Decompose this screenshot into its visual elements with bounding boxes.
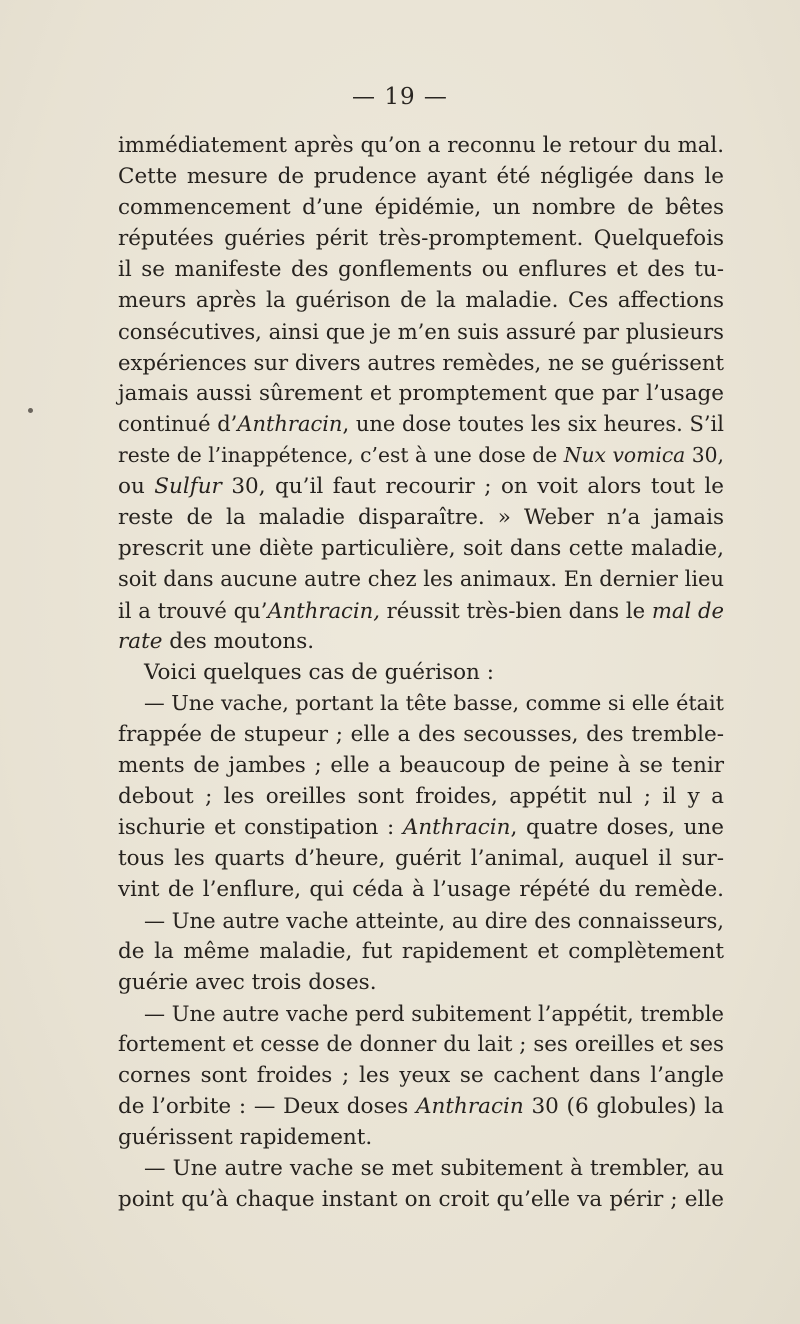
text-line: [118, 967, 724, 998]
text-line: [118, 657, 724, 688]
text-segment: — Une autre vache perd subitement l’appétit, tremble: [144, 1001, 724, 1026]
italic-term: Sulfur: [154, 474, 222, 499]
text-segment: ments de jambes ; elle a beaucoup de peine à se tenir: [118, 753, 724, 778]
text-line: [118, 843, 724, 874]
text-segment: reste de l’inappétence, c’est à une dose de: [118, 443, 564, 467]
text-segment: immédiatement après qu’on a reconnu le retour du mal.: [118, 133, 724, 158]
text-line: [118, 1184, 724, 1215]
text-line: [118, 688, 724, 719]
text-line: [118, 471, 724, 502]
text-line: [118, 936, 724, 967]
text-segment: guérie avec trois doses.: [118, 970, 377, 995]
text-segment: il se manifeste des gonflements ou enflures et des tu-: [118, 257, 724, 282]
text-line: [118, 254, 724, 285]
text-segment: — Une autre vache se met subitement à trembler, au: [144, 1156, 724, 1181]
text-segment: — Une autre vache atteinte, au dire des connaisseurs,: [144, 908, 724, 933]
text-line: [118, 874, 724, 905]
text-segment: debout ; les oreilles sont froides, appétit nul ; il y a: [118, 784, 724, 809]
text-line: [118, 998, 724, 1029]
text-line: [118, 347, 724, 378]
text-line: [118, 378, 724, 409]
text-segment: prescrit une diète particulière, soit dans cette maladie,: [118, 536, 724, 561]
margin-speck: [28, 408, 33, 413]
text-segment: réputées guéries périt très-promptement. Quelquefois: [118, 226, 724, 251]
italic-term: mal de: [651, 598, 724, 623]
italic-term: Nux vomica: [563, 443, 686, 467]
text-line: [118, 316, 724, 347]
text-segment: reste de la maladie disparaître. » Weber n’a jamais: [118, 505, 724, 530]
text-segment: guérissent rapidement.: [118, 1125, 373, 1150]
text-line: [118, 595, 724, 626]
text-line: [118, 781, 724, 812]
italic-term: rate: [118, 629, 163, 654]
text-segment: de l’orbite : — Deux doses: [118, 1094, 416, 1119]
text-line: [118, 905, 724, 936]
text-segment: Cette mesure de prudence ayant été négligée dans le: [118, 164, 724, 189]
text-line: [118, 1029, 724, 1060]
text-segment: point qu’à chaque instant on croit qu’elle va périr ; elle: [118, 1187, 724, 1212]
text-line: [118, 626, 724, 657]
text-line: [118, 440, 724, 471]
text-segment: vint de l’enflure, qui céda à l’usage répété du remède.: [118, 877, 724, 902]
text-segment: consécutives, ainsi que je m’en suis assuré par plusieurs: [118, 319, 724, 344]
text-segment: ischurie et constipation :: [118, 815, 403, 840]
text-segment: commencement d’une épidémie, un nombre de bêtes: [118, 195, 724, 220]
italic-term: Anthracin: [416, 1094, 524, 1119]
text-segment: 30, qu’il faut recourir ; on voit alors tout le: [221, 474, 724, 499]
text-line: [118, 409, 724, 440]
body-text: [118, 130, 724, 1215]
text-line: [118, 192, 724, 223]
text-line: [118, 750, 724, 781]
text-segment: cornes sont froides ; les yeux se cachent dans l’angle: [118, 1063, 724, 1088]
text-line: [118, 161, 724, 192]
text-line: [118, 564, 724, 595]
text-line: [118, 1060, 724, 1091]
text-segment: jamais aussi sûrement et promptement que par l’usage: [118, 381, 724, 406]
text-segment: , quatre doses, une: [510, 815, 724, 840]
text-segment: il a trouvé qu’: [118, 598, 268, 623]
italic-term: Anthracin: [402, 815, 511, 840]
text-segment: meurs après la guérison de la maladie. Ces affections: [118, 288, 724, 313]
text-line: [118, 533, 724, 564]
text-line: [118, 502, 724, 533]
text-line: [118, 1153, 724, 1184]
text-line: [118, 1091, 724, 1122]
text-segment: réussit très-bien dans le: [379, 598, 652, 623]
italic-term: Anthracin,: [267, 598, 380, 623]
text-segment: soit dans aucune autre chez les animaux. En dernier lieu: [118, 567, 724, 591]
text-line: [118, 1122, 724, 1153]
page-number: — 19 —: [352, 84, 448, 110]
text-segment: expériences sur divers autres remèdes, ne se guérissent: [118, 350, 724, 375]
text-line: [118, 285, 724, 316]
text-segment: ou: [118, 474, 155, 499]
text-segment: Voici quelques cas de guérison :: [144, 660, 494, 685]
text-line: [118, 812, 724, 843]
text-segment: tous les quarts d’heure, guérit l’animal, auquel il sur-: [118, 846, 724, 871]
text-segment: , une dose toutes les six heures. S’il: [342, 412, 724, 436]
text-segment: 30,: [685, 443, 725, 467]
text-segment: 30 (6 globules) la: [523, 1094, 724, 1119]
text-segment: — Une vache, portant la tête basse, comme si elle était: [144, 691, 724, 715]
text-segment: continué d’: [118, 412, 238, 436]
italic-term: Anthracin: [237, 412, 343, 436]
text-segment: frappée de stupeur ; elle a des secousses, des tremble-: [118, 722, 724, 747]
text-line: [118, 130, 724, 161]
text-line: [118, 223, 724, 254]
text-segment: de la même maladie, fut rapidement et complètement: [118, 939, 724, 964]
text-line: [118, 719, 724, 750]
text-segment: fortement et cesse de donner du lait ; ses oreilles et ses: [118, 1032, 724, 1057]
text-segment: des moutons.: [162, 629, 315, 654]
